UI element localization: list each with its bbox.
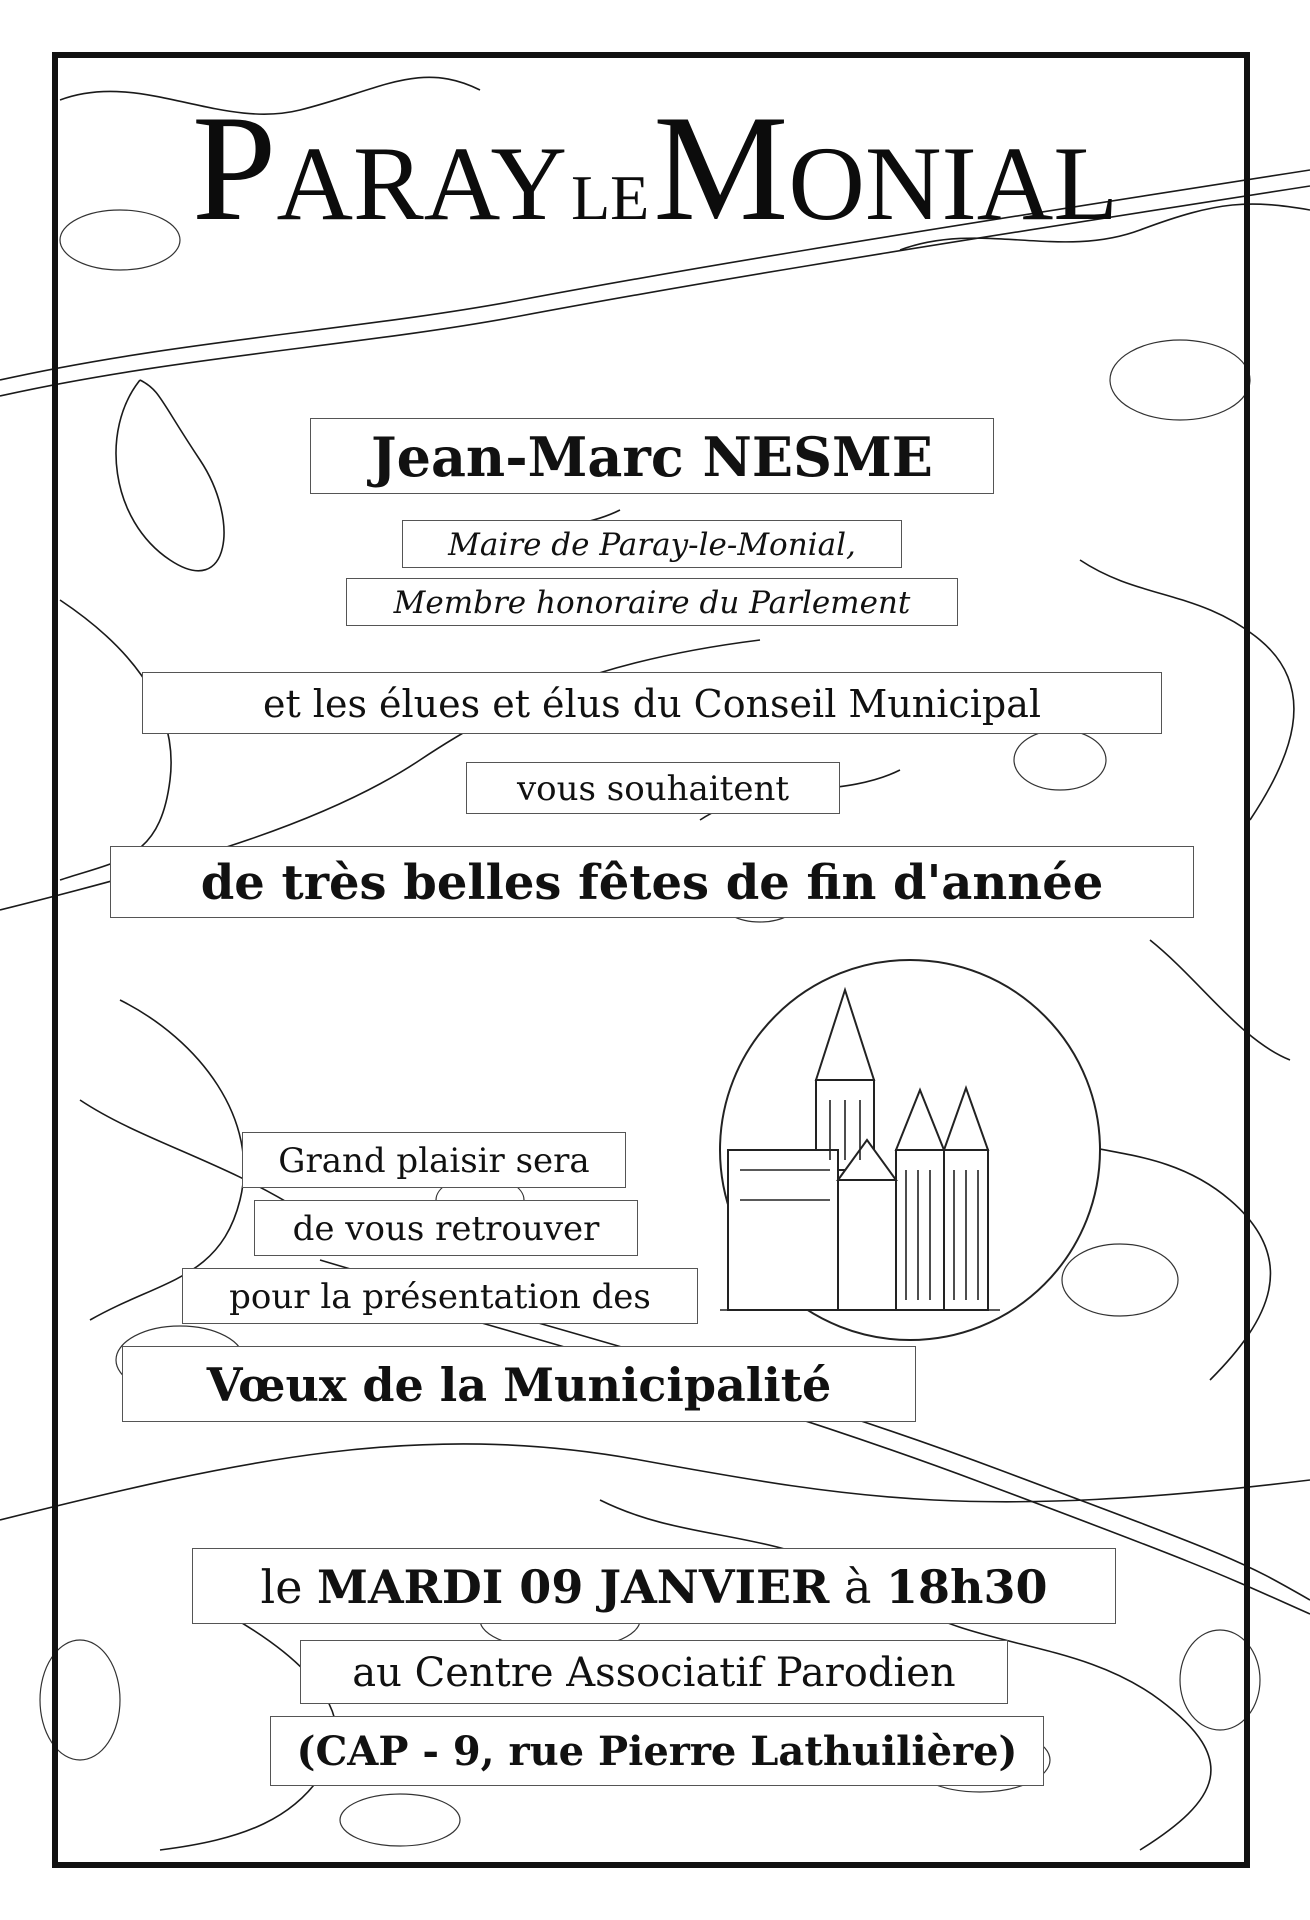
title-paray: ARAY xyxy=(276,125,568,242)
venue: au Centre Associatif Parodien xyxy=(300,1640,1008,1704)
mayor-role-line-1: Maire de Paray-le-Monial, xyxy=(402,520,902,568)
date-mid: à xyxy=(829,1560,887,1614)
address: (CAP - 9, rue Pierre Lathuilière) xyxy=(270,1716,1044,1786)
mayor-name: Jean-Marc NESME xyxy=(310,418,994,494)
wish-message: de très belles fêtes de fin d'année xyxy=(110,846,1194,918)
event-name: Vœux de la Municipalité xyxy=(122,1346,916,1422)
invite-line-1: Grand plaisir sera xyxy=(242,1132,626,1188)
invite-line-2: de vous retrouver xyxy=(254,1200,638,1256)
title-monial: ONIAL xyxy=(788,125,1119,242)
date-main: MARDI 09 JANVIER xyxy=(317,1560,830,1614)
town-title xyxy=(0,84,1310,252)
title-le: LE xyxy=(571,162,650,233)
title-initial-p: P xyxy=(191,84,277,252)
mayor-role-line-2: Membre honoraire du Parlement xyxy=(346,578,958,626)
date-time: 18h30 xyxy=(886,1560,1048,1614)
date-prefix: le xyxy=(260,1560,318,1614)
event-date xyxy=(192,1548,1116,1624)
council-line: et les élues et élus du Conseil Municipal xyxy=(142,672,1162,734)
title-initial-m: M xyxy=(653,84,789,252)
wish-intro: vous souhaitent xyxy=(466,762,840,814)
invite-line-3: pour la présentation des xyxy=(182,1268,698,1324)
